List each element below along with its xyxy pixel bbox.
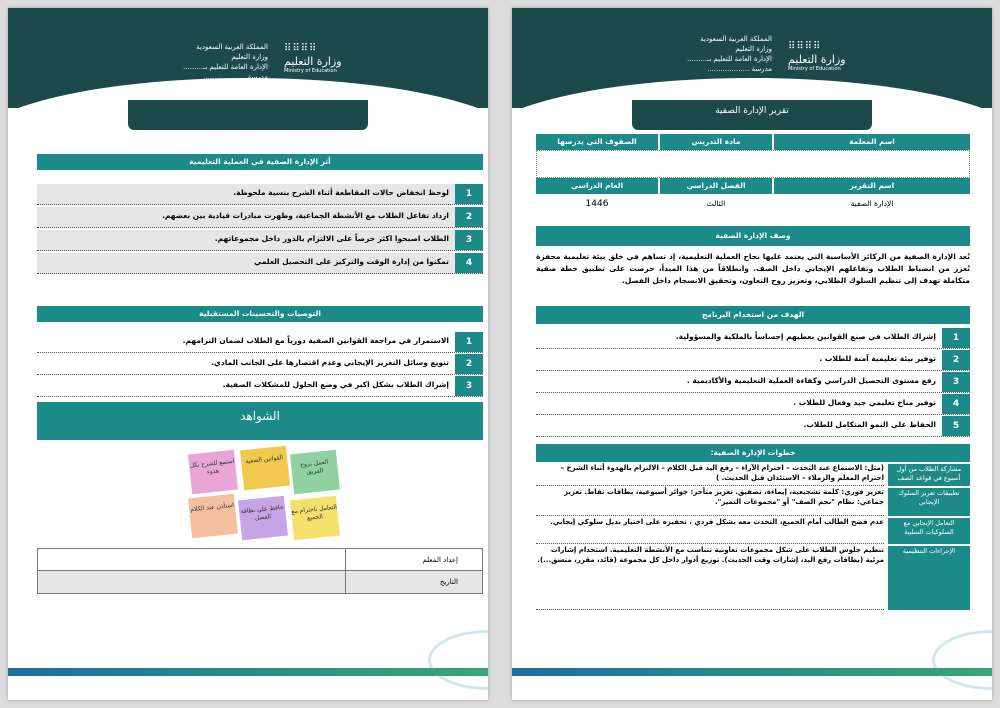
date-label: التاريخ xyxy=(345,571,482,593)
evidence-title: الشواهد xyxy=(37,402,483,440)
logo-dots-icon: ⠿⠿⠿⠿ xyxy=(788,41,822,52)
goal-row xyxy=(536,350,970,371)
description-text: تُعد الإدارة الصفية من الركائز الأساسية التي يعتمد عليها نجاح العملية التعليمية، إذ تساهم في خلق بيئة تعليمية محفزة تُعزز من انضباط الطلاب وتفاعلهم الإيجابي داخل الصف. وانطلاقاً من هذا المبدأ، حرصت على تطبيق خطة صفية متكاملة تهدف إلى تنظيم السلوك الطلابي، وتعزيز روح التعاون، وتحقيق الانسجام داخل الفصل. xyxy=(536,252,970,285)
goal-row xyxy=(536,328,970,349)
impact-row xyxy=(37,207,483,228)
logo-dots-icon: ⠿⠿⠿⠿ xyxy=(284,43,318,54)
school-label: مدرسة ................... xyxy=(707,65,772,73)
impact-number: 2 xyxy=(455,207,483,227)
step-label: تطبيقات تعزيز السلوك الإيجابي xyxy=(888,488,970,516)
page-left xyxy=(8,8,488,700)
logo-english: Ministry of Education xyxy=(788,66,841,72)
th-subject: مادة التدريس xyxy=(660,134,772,150)
ministry-label: وزارة التعليم xyxy=(231,53,268,61)
term-value: الثالث xyxy=(706,199,726,208)
recommendation-row xyxy=(37,332,483,353)
th-teacher: اسم المعلمة xyxy=(774,134,970,150)
goal-number: 4 xyxy=(942,394,970,414)
kingdom-label: المملكة العربية السعودية xyxy=(700,35,772,43)
logo-arabic: وزارة التعليم xyxy=(284,55,342,68)
school-label: مدرسة ................... xyxy=(203,73,268,81)
prepared-row xyxy=(38,549,482,571)
step-text: عدم فضح الطالب أمام الجميع، التحدث معه بشكل فردي ، تحفيزه على اختيار بديل سلوكي إيجابي. xyxy=(536,518,884,544)
prepared-label: إعداد المعلم xyxy=(345,549,482,571)
recommendation-number: 3 xyxy=(455,376,483,396)
footer-strip xyxy=(512,668,992,676)
step-label: التعامل الإيجابي مع السلوكيات السلبية xyxy=(888,518,970,544)
goal-row xyxy=(536,372,970,393)
step-label: الإجراءات التنظيمية xyxy=(888,546,970,610)
goal-text: إشراك الطلاب في صنع القوانين بعطيهم إحساساً بالملكية والمسؤولية. xyxy=(675,332,936,341)
goal-number: 5 xyxy=(942,416,970,436)
sticky-note: استمع للشرح بكل هدوء xyxy=(188,450,238,495)
goal-text: توفير مناخ تعليمي جيد وفعال للطلاب . xyxy=(793,398,936,407)
impact-number: 3 xyxy=(455,230,483,250)
impact-row xyxy=(37,230,483,251)
prepared-by-table xyxy=(37,548,483,594)
admin-label: الإدارة العامة للتعليم بـ......... xyxy=(183,63,268,71)
th-report: اسم التقرير xyxy=(774,178,970,194)
sticky-note: التعامل باحترام مع الجميع xyxy=(290,496,340,541)
ministry-text xyxy=(118,42,268,82)
logo-english: Ministry of Education xyxy=(284,68,337,74)
recommendation-number: 1 xyxy=(455,332,483,352)
page-right xyxy=(512,8,992,700)
footer-curve xyxy=(428,630,488,690)
impact-text: لوحظ انخفاض حالات المقاطعة أثناء الشرح بنسبة ملحوظة. xyxy=(233,188,449,197)
sticky-note: استأذن عند الكلام xyxy=(188,494,238,539)
ministry-logo xyxy=(284,44,364,94)
th-term: الفصل الدراسي xyxy=(660,178,772,194)
recommendation-row xyxy=(37,376,483,397)
goal-number: 3 xyxy=(942,372,970,392)
recommendation-row xyxy=(37,354,483,375)
sticky-note: القوانين الصفية xyxy=(240,446,290,491)
impact-text: تمكنوا من إدارة الوقت والتركيز على التحصيل العلمي xyxy=(254,257,449,266)
steps-title: خطوات الإدارة الصفية: xyxy=(536,444,970,462)
goal-text: رفع مستوى التحصيل الدراسي وكفاءة العملية التعليمية والأكاديمية . xyxy=(686,376,936,385)
report-title: تقرير الإدارة الصفية xyxy=(632,100,872,130)
recommendations-title: التوصيات والتحسينات المستقبلية xyxy=(37,306,483,322)
step-label: مشاركة الطلاب من أول أسبوع في قواعد الصف xyxy=(888,464,970,486)
ministry-label: وزارة التعليم xyxy=(735,45,772,53)
goal-number: 2 xyxy=(942,350,970,370)
description-title: وصف الإدارة الصفية xyxy=(536,226,970,246)
report-name-value: الإدارة الصفية xyxy=(850,199,894,208)
step-text: تعزيز فوري: كلمة تشجيعية، إيماءة، تصفيق. تعزيز متأخر: جوائز أسبوعية، بطاقات نقاط. تعزيز جماعي: نظام "نجم الصف" أو "مجموعات التميز". xyxy=(536,488,884,516)
impact-text: الطلاب اصبحوا اكثر حرصاً على الالتزام بالدور داخل مجموعاتهم. xyxy=(214,234,449,243)
goal-text: توفير بيئة تعليمية آمنة للطلاب . xyxy=(819,354,936,363)
kingdom-label: المملكة العربية السعودية xyxy=(196,43,268,51)
impact-number: 1 xyxy=(455,184,483,204)
recommendation-text: تنويع وسائل التعزيز الإيجابي وعدم اقتصارها على الجانب المادي. xyxy=(211,358,449,367)
ministry-text xyxy=(622,34,772,74)
goal-number: 1 xyxy=(942,328,970,348)
logo-arabic: وزارة التعليم xyxy=(788,53,846,66)
recommendation-number: 2 xyxy=(455,354,483,374)
step-text: (مثل: الاستماع عند التحدث – احترام الآراء – رفع اليد قبل الكلام – الالتزام بالهدوء أثناء الشرح – احترام المعلم والزملاء – الاستئذان قبل الحديث. ) xyxy=(536,464,884,486)
impact-number: 4 xyxy=(455,253,483,273)
footer-strip xyxy=(8,668,488,676)
sticky-note: العمل بروح الفريق xyxy=(290,450,340,495)
footer-curve xyxy=(932,630,992,690)
step-text: تنظيم جلوس الطلاب على شكل مجموعات تعاونية تتناسب مع الأنشطة التعليمية. استخدام إشارات مرئية (بطاقات رفع اليد، إشارات وقت الحديث). توزيع أدوار داخل كل مجموعة (قائد، مقرر، منسق...). xyxy=(536,546,884,610)
goal-row xyxy=(536,394,970,415)
impact-row xyxy=(37,184,483,205)
ministry-logo xyxy=(788,42,868,92)
sticky-note: حافظ على نظافة الفصل xyxy=(238,496,288,541)
info-blank-row xyxy=(536,150,970,178)
header-tab xyxy=(128,100,368,130)
recommendation-text: الاستمرار في مراجعة القوانين الصفية دورياً مع الطلاب لضمان التزامهم. xyxy=(182,336,449,345)
admin-label: الإدارة العامة للتعليم بـ......... xyxy=(687,55,772,63)
goal-text: الحفاظ على النمو المتكامل للطلاب. xyxy=(803,420,936,429)
impact-text: ازداد تفاعل الطلاب مع الأنشطة الجماعية، وظهرت مبادرات قيادية بين بعضهم. xyxy=(162,211,449,220)
goals-title: الهدف من استخدام البرنامج xyxy=(536,306,970,324)
year-value: 1446 xyxy=(585,199,609,209)
recommendation-text: إشراك الطلاب بشكل اكبر في وضع الحلول للمشكلات الصفية. xyxy=(222,380,449,389)
date-row xyxy=(38,571,482,593)
th-year: العام الدراسي xyxy=(536,178,658,194)
impact-row xyxy=(37,253,483,274)
th-classes: الصفوف التي يدرسها xyxy=(536,134,658,150)
goal-row xyxy=(536,416,970,437)
impact-title: أثر الإدارة الصفية في العملية التعليمية xyxy=(37,154,483,170)
